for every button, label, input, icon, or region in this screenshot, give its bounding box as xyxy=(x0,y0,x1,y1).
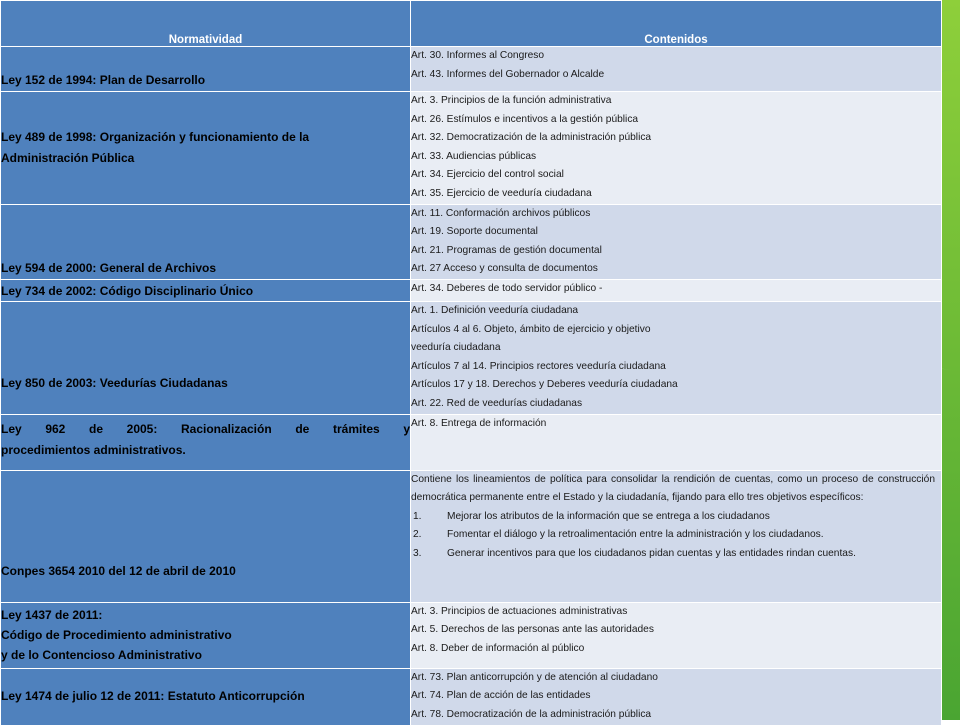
law-title: Ley 962 de 2005: Racionalización de trámites y xyxy=(1,421,410,436)
content-item: Art. 78. Democratización de la administración pública xyxy=(411,708,652,720)
content-item: Art. 73. Plan anticorrupción y de atención al ciudadano xyxy=(411,671,658,683)
table-row xyxy=(1,668,942,725)
list-text: Generar incentivos para que los ciudadanos pidan cuentas y las entidades rindan cuentas. xyxy=(447,547,856,559)
list-number: 1. xyxy=(413,510,422,522)
law-cell xyxy=(1,204,411,279)
content-item: Art. 27 Acceso y consulta de documentos xyxy=(411,263,598,275)
law-cell xyxy=(1,668,411,725)
law-title: Conpes 3654 2010 del 12 de abril de 2010 xyxy=(1,563,236,578)
content-item: Art. 22. Red de veedurías ciudadanas xyxy=(411,397,583,409)
law-cell xyxy=(1,414,411,470)
content-item: Art. 21. Programas de gestión documental xyxy=(411,244,602,256)
conpes-objectives-list xyxy=(411,508,935,564)
law-title: Administración Pública xyxy=(1,150,135,165)
content-item: Art. 3. Principios de actuaciones administrativas xyxy=(411,605,628,617)
content-item: Art. 74. Plan de acción de las entidades xyxy=(411,690,591,702)
law-cell xyxy=(1,470,411,602)
content-item: Art. 43. Informes del Gobernador o Alcalde xyxy=(411,68,605,80)
content-item: Art. 34. Ejercicio del control social xyxy=(411,169,564,181)
content-cell xyxy=(411,204,942,279)
list-item xyxy=(411,526,935,545)
law-title: Ley 152 de 1994: Plan de Desarrollo xyxy=(1,73,206,87)
content-item: Artículos 4 al 6. Objeto, ámbito de ejercicio y objetivo xyxy=(411,323,651,335)
header-normatividad: Normatividad xyxy=(1,1,411,47)
law-cell xyxy=(1,47,411,92)
content-cell xyxy=(411,92,942,205)
content-item: Art. 11. Conformación archivos públicos xyxy=(411,207,591,219)
law-title: Ley 1474 de julio 12 de 2011: Estatuto Anticorrupción xyxy=(1,689,305,703)
content-cell xyxy=(411,602,942,668)
law-cell xyxy=(1,602,411,668)
table-row xyxy=(1,279,942,301)
content-cell xyxy=(411,47,942,92)
table-row xyxy=(1,414,942,470)
law-title: Ley 594 de 2000: General de Archivos xyxy=(1,260,216,275)
content-cell xyxy=(411,279,942,301)
conpes-intro: Contiene los lineamientos de política para consolidar la rendición de cuentas, como un proceso de construcción democrática permanente entre el Estado y la ciudadanía, fijando para ello tres objetivos específicos: xyxy=(411,473,935,504)
content-item: Art. 19. Soporte documental xyxy=(411,226,538,238)
content-item: Art. 26. Estímulos e incentivos a la gestión pública xyxy=(411,113,639,125)
header-contenidos: Contenidos xyxy=(411,1,942,47)
content-item: Art. 8. Entrega de información xyxy=(411,417,547,429)
law-cell xyxy=(1,301,411,414)
list-item xyxy=(411,508,935,527)
list-number: 2. xyxy=(413,529,422,541)
content-item: Artículos 7 al 14. Principios rectores veeduría ciudadana xyxy=(411,360,666,372)
law-title: y de lo Contencioso Administrativo xyxy=(1,647,202,662)
law-title: Código de Procedimiento administrativo xyxy=(1,627,232,642)
content-item: Art. 34. Deberes de todo servidor público - xyxy=(411,282,603,294)
law-title: procedimientos administrativos. xyxy=(1,442,186,457)
content-item: Art. 3. Principios de la función administrativa xyxy=(411,95,612,106)
content-item: Art. 1. Definición veeduría ciudadana xyxy=(411,304,579,316)
law-title: Ley 489 de 1998: Organización y funcionamiento de la xyxy=(1,129,310,144)
list-number: 3. xyxy=(413,547,422,559)
table-row xyxy=(1,92,942,205)
content-item: Art. 5. Derechos de las personas ante las autoridades xyxy=(411,624,654,636)
law-cell xyxy=(1,279,411,301)
law-title: Ley 850 de 2003: Veedurías Ciudadanas xyxy=(1,375,228,390)
law-cell xyxy=(1,92,411,205)
content-item: Artículos 17 y 18. Derechos y Deberes veeduría ciudadana xyxy=(411,379,678,391)
list-text: Mejorar los atributos de la información que se entrega a los ciudadanos xyxy=(447,510,770,522)
content-cell xyxy=(411,301,942,414)
content-item: Art. 33. Audiencias públicas xyxy=(411,150,537,162)
table-row xyxy=(1,470,942,602)
content-cell xyxy=(411,668,942,725)
table-header-row xyxy=(1,1,942,47)
content-item: Art. 8. Deber de información al público xyxy=(411,642,585,654)
law-title: Ley 734 de 2002: Código Disciplinario Único xyxy=(1,283,254,298)
content-item: Art. 35. Ejercicio de veeduría ciudadana xyxy=(411,187,592,199)
content-item: Art. 32. Democratización de la administración pública xyxy=(411,132,652,144)
list-text: Fomentar el diálogo y la retroalimentación entre la administración y los ciudadanos. xyxy=(447,529,824,541)
content-cell xyxy=(411,470,942,602)
table-row xyxy=(1,47,942,92)
list-item xyxy=(411,545,935,564)
table-row xyxy=(1,301,942,414)
content-item: Art. 30. Informes al Congreso xyxy=(411,50,545,61)
content-item: veeduría ciudadana xyxy=(411,342,501,354)
law-title: Ley 1437 de 2011: xyxy=(1,607,103,622)
table-row xyxy=(1,602,942,668)
table-row xyxy=(1,204,942,279)
content-cell xyxy=(411,414,942,470)
